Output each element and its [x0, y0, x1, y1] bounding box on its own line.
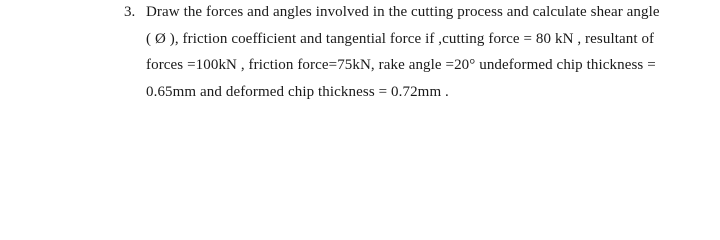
question-line-1: Draw the forces and angles involved in the cutting process and calculate shear angle: [146, 4, 660, 20]
question-line-3: forces =100kN , friction force=75kN, rake angle =20° undeformed chip thickness =: [146, 57, 656, 73]
question-line-4: 0.65mm and deformed chip thickness = 0.72mm .: [146, 84, 449, 100]
question-number: 3.: [124, 4, 136, 20]
question-block: [0, 0, 720, 111]
question-line-2: ( Ø ), friction coefficient and tangential force if ,cutting force = 80 kN , resultant of: [146, 31, 655, 47]
